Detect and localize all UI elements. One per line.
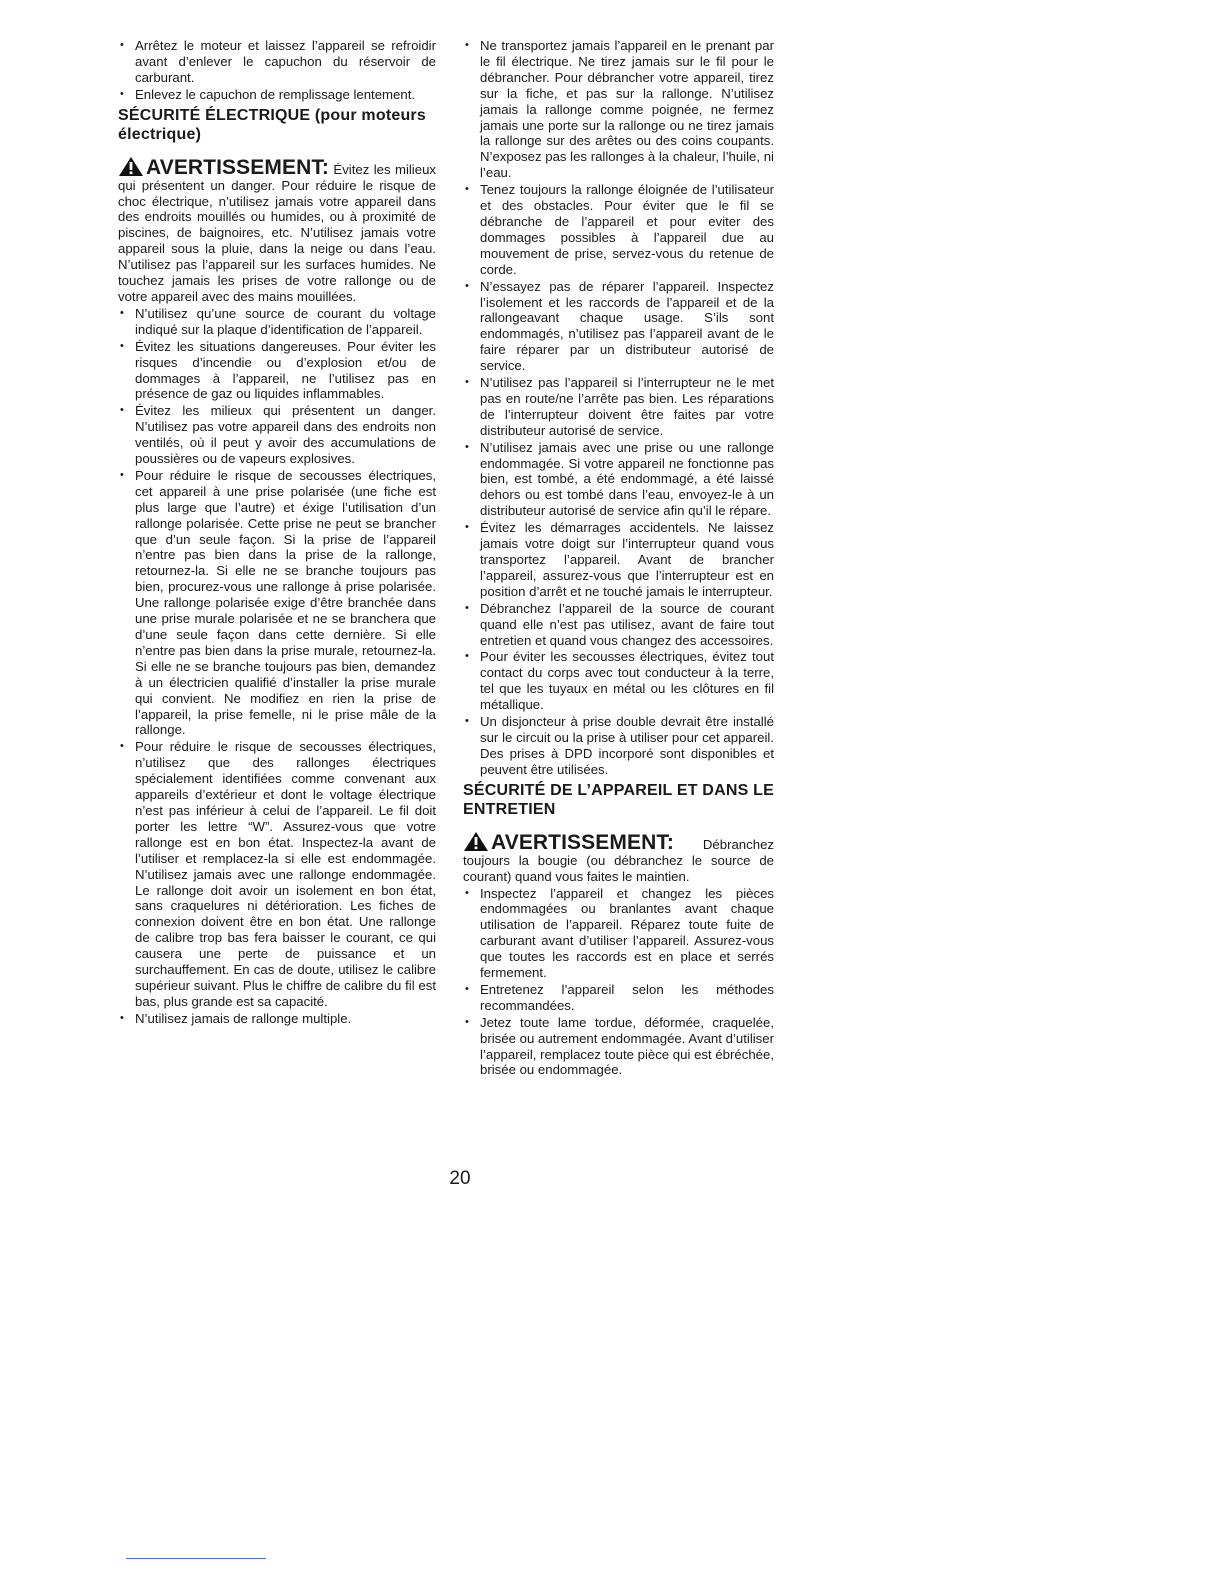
section-heading-electrical-safety: SÉCURITÉ ÉLECTRIQUE (pour moteurs électrique) — [118, 106, 426, 143]
warning-text: Évitez les milieux qui présentent un danger. Pour réduire le risque de choc électrique, n’utilisez jamais votre appareil dans des endroits mouillés ou humides, ou à proximité de piscines, de baignoires, etc. N’utilisez jamais votre appareil sous la pluie, dans la neige ou dans l’eau. N’utilisez pas l’appareil sur les surfaces humides. Ne touchez jamais les prises de votre rallonge ou de votre appareil avec des mains mouillées. — [118, 161, 436, 304]
list-item: • N’utilisez qu’une source de courant du voltage indiqué sur la plaque d’identification de l’appareil. — [118, 306, 436, 338]
list-item: • Entretenez l’appareil selon les méthodes recommandées. — [463, 982, 774, 1014]
list-item: • N’utilisez pas l’appareil si l’interrupteur ne le met pas en route/ne l’arrête pas bien. Les réparations de l’interrupteur doivent être faites par votre distributeur autorisé de service. — [463, 375, 774, 439]
bullet-list — [118, 306, 436, 1027]
list-item: • Enlevez le capuchon de remplissage lentement. — [118, 87, 436, 103]
page-number: 20 — [449, 1168, 471, 1189]
list-item: • Tenez toujours la rallonge éloignée de l’utilisateur et des obstacles. Pour éviter que le fil se débranche de l’appareil et pour eviter des dommages possibles à l’appareil due au mouvement de prise, servez-vous du retenue de corde. — [463, 182, 774, 277]
list-item: • Débranchez l’appareil de la source de courant quand elle n’est pas utilisez, avant de faire tout entretien et quand vous changez des accessoires. — [463, 601, 774, 649]
warning-label: AVERTISSEMENT: — [491, 830, 675, 854]
list-item: • N’essayez pas de réparer l’appareil. Inspectez l’isolement et les raccords de l’appareil et de la rallongeavant chaque usage. S’ils sont endommagés, n’utilisez pas l’appareil avant de le faire réparer par un distributeur autorisé de service. — [463, 279, 774, 374]
list-item: • Pour réduire le risque de secousses électriques, cet appareil à une prise polarisée (une fiche est plus large que l’autre) et éxige l’utilisation d’un rallonge polarisée. Cette prise ne peut se brancher que d’un seule façon. Si la prise de l’appareil n’entre pas bien dans la prise de la rallonge, retournez-la. Si elle ne se branche toujours pas bien, procurez-vous une rallonge à prise polarisée. Une rallonge polarisée exige d’être branchée dans une prise murale polarisée et ne se branchera que d’une seule façon dans cette dernière. Si elle n’entre pas bien dans la prise murale, retournez-la. Si elle ne se branche toujours pas bien, demandez à un électricien qualifié d’installer la prise murale qui convient. Ne modifiez en rien la prise de l’appareil, la prise femelle, ni le prise mâle de la rallonge. — [118, 468, 436, 738]
list-item: • Un disjoncteur à prise double devrait être installé sur le circuit ou la prise à utiliser pour cet appareil. Des prises à DPD incorporé sont disponibles et peuvent être utilisées. — [463, 714, 774, 778]
list-item: • Pour réduire le risque de secousses électriques, n’utilisez que des rallonges électriques spécialement identifiées comme convenant aux appareils d’extérieur et dont le voltage électrique n’est pas inférieur à celui de l’appareil. Le fil doit porter les lettre “W”. Assurez-vous que votre rallonge est en bon état. Inspectez-la avant de l’utiliser et remplacez-la si elle est endommagée. N’utilisez jamais avec une rallonge endommagée. Le rallonge doit avoir un isolement en bon état, sans craquelures ni détérioration. Les fiches de connexion doivent être en bon état. Une rallonge de calibre trop bas fera baisser le courant, ce qui causera une perte de puissance et un surchauffement. En cas de doute, utilisez le calibre supérieur suivant. Plus le chiffre de calibre du fil est bas, plus grande est sa capacité. — [118, 739, 436, 1009]
bullet-list — [463, 38, 774, 778]
section-heading-appliance-safety: SÉCURITÉ DE L’APPAREIL ET DANS LE ENTRETIEN — [463, 781, 774, 818]
list-item: • Arrêtez le moteur et laissez l’appareil se refroidir avant d’enlever le capuchon du réservoir de carburant. — [118, 38, 436, 86]
warning-triangle-icon — [118, 156, 144, 177]
warning-block — [463, 831, 774, 885]
warning-triangle-icon — [463, 831, 489, 852]
list-item: • Inspectez l’appareil et changez les pièces endommagées ou branlantes avant chaque utilisation de l’appareil. Réparez toute fuite de carburant avant d’utiliser l’appareil. Assurez-vous que toutes les raccords est en place et serrés fermement. — [463, 886, 774, 981]
warning-label: AVERTISSEMENT: — [146, 155, 330, 179]
list-item: • Pour éviter les secousses électriques, évitez tout contact du corps avec tout conducteur à la terre, tel que les tuyaux en métal ou les clôtures en fil métallique. — [463, 649, 774, 713]
top-bullet-list — [118, 38, 436, 103]
warning-text: Débranchez toujours la bougie (ou débranchez le source de courant) quand vous faites le maintien. — [463, 836, 774, 884]
left-column — [118, 38, 436, 1028]
footer-rule — [126, 1558, 266, 1559]
list-item: • N’utilisez jamais avec une prise ou une rallonge endommagée. Si votre appareil ne fonctionne pas bien, est tombé, a été endommagé, a été laissé dehors ou est tombé dans l’eau, envoyez-le à un distributeur autorisé de service afin qu’il le répare. — [463, 440, 774, 520]
list-item: • Ne transportez jamais l’appareil en le prenant par le fil électrique. Ne tirez jamais sur le fil pour le débrancher. Pour débrancher votre appareil, tirez sur la fiche, et pas sur la rallonge. N’utilisez jamais la rallonge comme poignée, ne fermez jamais une porte sur la rallonge ou ne tirez jamais la rallonge sur des arêtes ou des coins coupants. N’exposez pas les rallonges à la chaleur, l’huile, ni l’eau. — [463, 38, 774, 181]
list-item: • Jetez toute lame tordue, déformée, craquelée, brisée ou autrement endommagée. Avant d’utiliser l’appareil, remplacez toute pièce qui est ébréchée, brisée ou endommagée. — [463, 1015, 774, 1079]
list-item: • N’utilisez jamais de rallonge multiple. — [118, 1011, 436, 1027]
list-item: • Évitez les démarrages accidentels. Ne laissez jamais votre doigt sur l’interrupteur quand vous transportez l’appareil. Avant de brancher l’appareil, assurez-vous que l’interrupteur est en position d’arrêt et ne touché jamais le interrupteur. — [463, 520, 774, 600]
list-item: • Évitez les milieux qui présentent un danger. N’utilisez pas votre appareil dans des endroits non ventilés, où il peut y avoir des accumulations de poussières ou de vapeurs explosives. — [118, 403, 436, 467]
bullet-list — [463, 886, 774, 1079]
right-column — [463, 38, 774, 1079]
list-item: • Évitez les situations dangereuses. Pour éviter les risques d’incendie ou d’explosion et/ou de dommages à l’appareil, ne l’utilisez pas en présence de gaz ou liquides inflammables. — [118, 339, 436, 403]
warning-block — [118, 156, 436, 305]
